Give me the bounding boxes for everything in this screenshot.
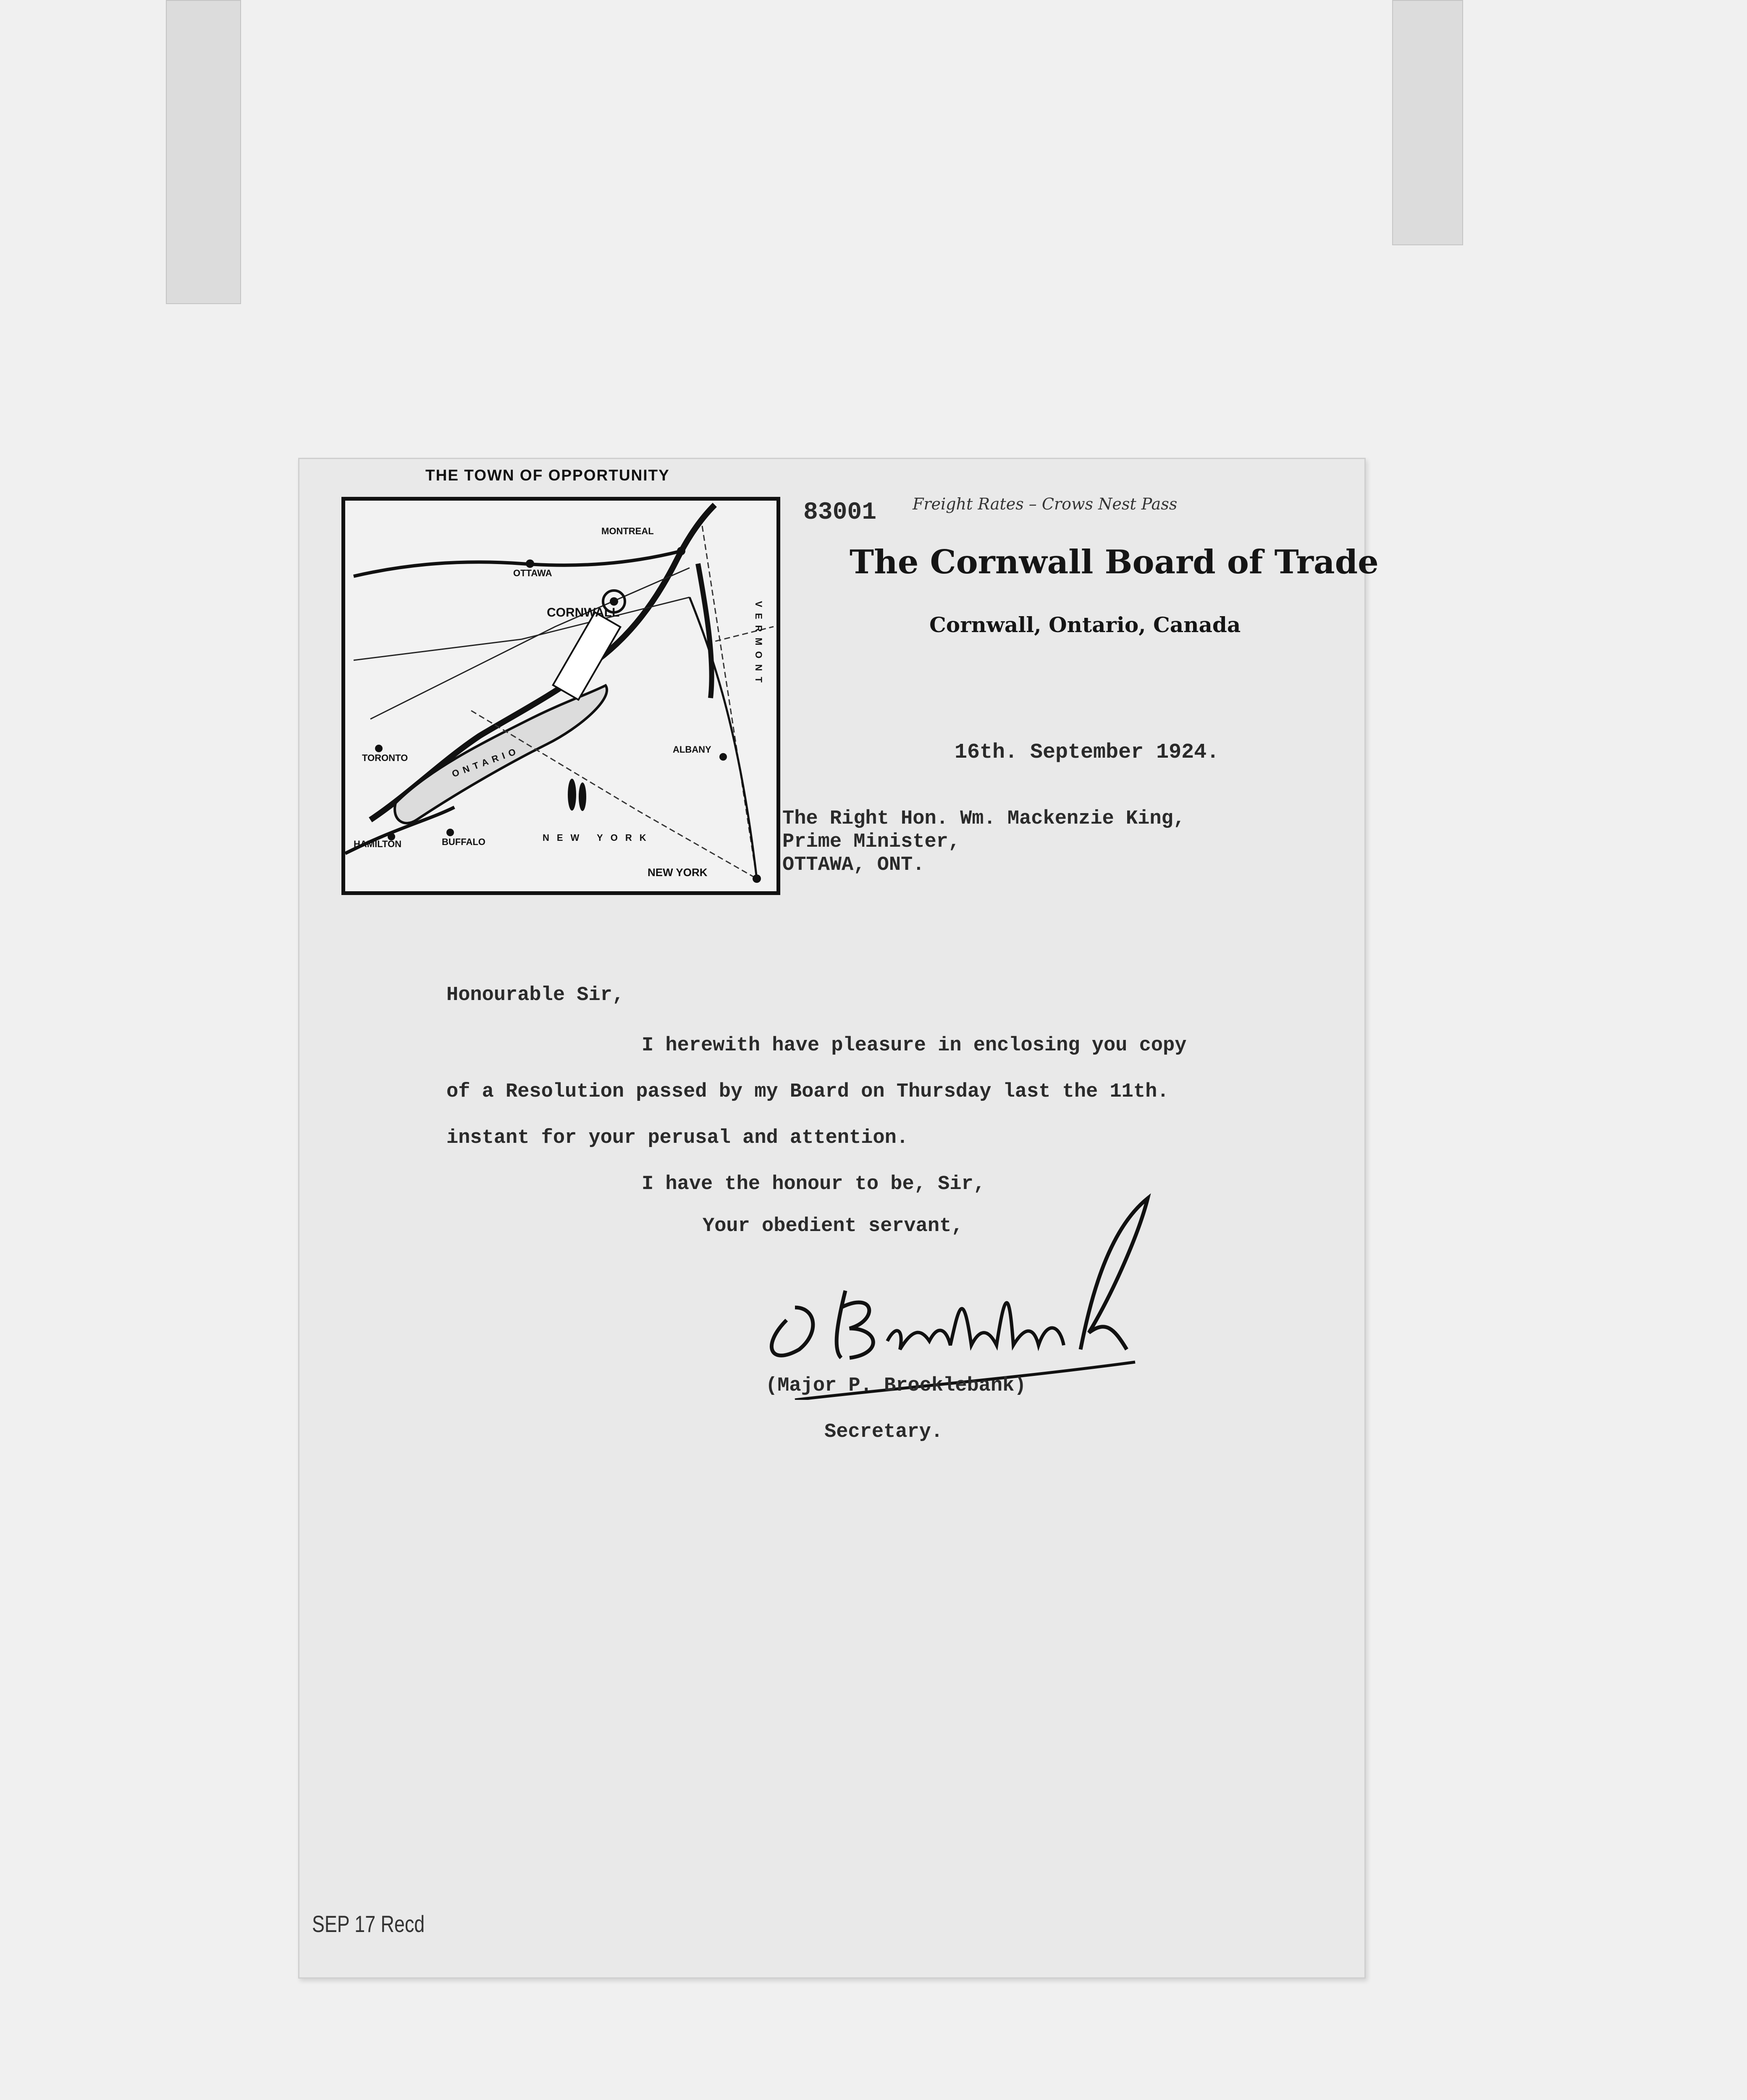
map-label-new-york-city: NEW YORK — [648, 866, 708, 879]
closing-line-2: Your obedient servant, — [703, 1215, 963, 1237]
signature — [736, 1181, 1156, 1400]
map-label-montreal: MONTREAL — [601, 526, 654, 536]
map-label-toronto: TORONTO — [362, 753, 408, 763]
map-label-buffalo: BUFFALO — [442, 837, 485, 847]
organization-location: Cornwall, Ontario, Canada — [929, 612, 1241, 637]
mounting-tape-top-right — [1392, 0, 1463, 245]
map-label-hamilton: HAMILTON — [354, 839, 402, 849]
signatory-name: (Major P. Brocklebank) — [766, 1375, 1026, 1397]
received-stamp: SEP 17 Recd — [312, 1911, 425, 1937]
mounting-tape-top-left — [166, 0, 241, 304]
organization-name: The Cornwall Board of Trade — [850, 543, 1379, 581]
map-label-albany: ALBANY — [673, 744, 711, 755]
letterhead-map — [341, 497, 780, 895]
body-line-3: instant for your perusal and attention. — [446, 1127, 908, 1149]
closing-line-1: I have the honour to be, Sir, — [642, 1173, 985, 1195]
map-label-cornwall: CORNWALL — [547, 606, 620, 620]
map-label-ontario: ONTARIO — [450, 745, 521, 780]
map-label-vermont: VERMONT — [753, 601, 764, 688]
signatory-title: Secretary. — [824, 1421, 943, 1443]
file-number: 83001 — [803, 499, 877, 526]
body-line-2: of a Resolution passed by my Board on Thursday last the 11th. — [446, 1081, 1169, 1103]
recipient-line-2: Prime Minister, — [782, 831, 960, 853]
body-line-1: I herewith have pleasure in enclosing you copy — [642, 1034, 1187, 1057]
salutation: Honourable Sir, — [446, 984, 624, 1006]
recipient-line-3: OTTAWA, ONT. — [782, 854, 925, 876]
map-title: THE TOWN OF OPPORTUNITY — [425, 467, 670, 484]
recipient-line-1: The Right Hon. Wm. Mackenzie King, — [782, 808, 1185, 830]
letter-date: 16th. September 1924. — [955, 740, 1220, 764]
map-label-new-york-state: NEW YORK — [543, 832, 654, 843]
letter-sheet — [298, 458, 1379, 1979]
handwritten-note: Freight Rates – Crows Nest Pass — [913, 495, 1178, 513]
map-label-ottawa: OTTAWA — [513, 568, 552, 578]
